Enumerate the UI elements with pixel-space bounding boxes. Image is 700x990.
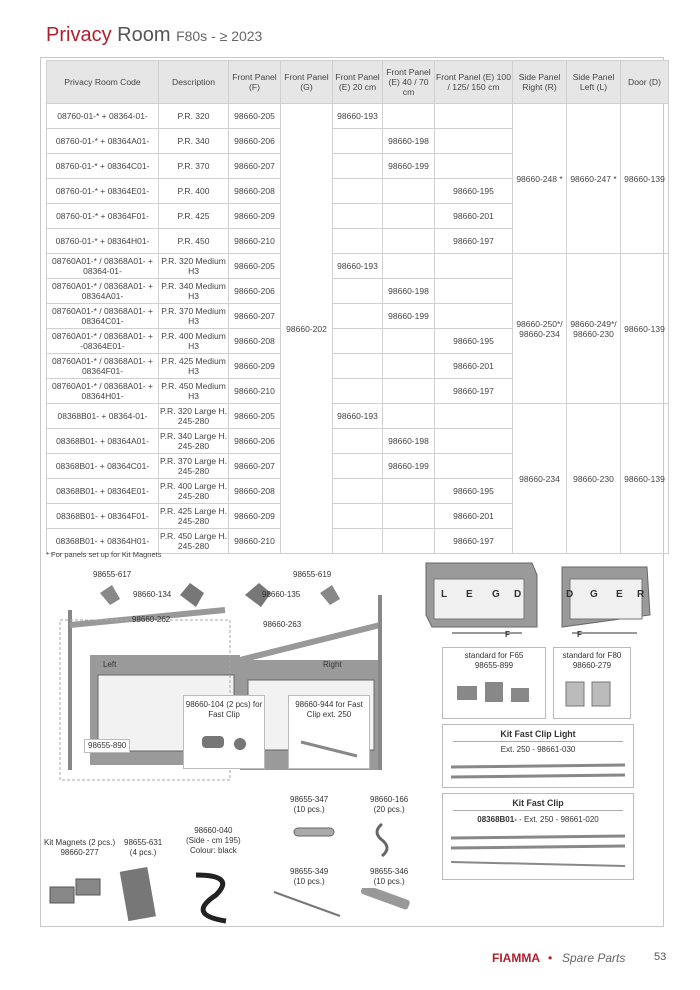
table-cell: 08760-01-* + 08364E01- bbox=[47, 179, 159, 204]
column-header: Door (D) bbox=[621, 61, 669, 104]
front-label-left: F bbox=[505, 630, 510, 639]
table-cell: 98660-249*/ 98660-230 bbox=[567, 254, 621, 404]
table-cell: P.R. 370 Medium H3 bbox=[159, 304, 229, 329]
table-cell: 98660-207 bbox=[229, 154, 281, 179]
table-cell bbox=[333, 179, 383, 204]
table-cell: 98660-208 bbox=[229, 329, 281, 354]
kit-light-rails-icon bbox=[447, 761, 629, 783]
spare-parts-table bbox=[46, 60, 669, 554]
table-cell: P.R. 370 Large H. 245-280 bbox=[159, 454, 229, 479]
table-cell: 98660-199 bbox=[383, 154, 435, 179]
table-cell: 98660-201 bbox=[435, 504, 513, 529]
standard-f80-box bbox=[553, 647, 631, 719]
table-cell: 08760A01-* / 08368A01- + 08364A01- bbox=[47, 279, 159, 304]
kit-light-code: Ext. 250 - 98661-030 bbox=[500, 745, 576, 754]
f80-parts-icon bbox=[562, 676, 622, 714]
panel-letter: E bbox=[466, 589, 473, 600]
table-cell: 98660-205 bbox=[229, 404, 281, 429]
table-cell: 98660-210 bbox=[229, 229, 281, 254]
table-cell: 98660-207 bbox=[229, 304, 281, 329]
column-header: Front Panel (E) 40 / 70 cm bbox=[383, 61, 435, 104]
table-cell: 08368B01- + 08364E01- bbox=[47, 479, 159, 504]
table-cell bbox=[383, 204, 435, 229]
table-cell bbox=[333, 129, 383, 154]
part-98660-944: 98660-944 for Fast Clip ext. 250 bbox=[295, 700, 363, 719]
panel-letter: R bbox=[637, 589, 645, 600]
column-header: Front Panel (E) 100 / 125/ 150 cm bbox=[435, 61, 513, 104]
table-row bbox=[47, 404, 669, 429]
table-cell: 98660-195 bbox=[435, 179, 513, 204]
column-header: Side Panel Left (L) bbox=[567, 61, 621, 104]
table-cell bbox=[435, 279, 513, 304]
table-cell: 98660-201 bbox=[435, 204, 513, 229]
standard-f65-box bbox=[442, 647, 546, 719]
table-cell bbox=[383, 329, 435, 354]
part-98655-349: 98655-349 (10 pcs.) bbox=[290, 867, 329, 886]
table-cell bbox=[383, 504, 435, 529]
standard-f80-label: standard for F80 bbox=[562, 651, 622, 660]
label-left: Left bbox=[103, 660, 117, 669]
table-cell: P.R. 425 Large H. 245-280 bbox=[159, 504, 229, 529]
table-cell: 08760-01-* + 08364-01- bbox=[47, 104, 159, 129]
table-cell: 08368B01- + 08364H01- bbox=[47, 529, 159, 554]
fast-clip-box bbox=[183, 695, 265, 769]
table-cell bbox=[333, 229, 383, 254]
page-number: 53 bbox=[654, 951, 667, 963]
panel-letter: D bbox=[566, 589, 574, 600]
label-right: Right bbox=[323, 660, 342, 669]
kit-fast-title: Kit Fast Clip bbox=[512, 798, 564, 808]
table-cell: 08760A01-* / 08368A01- + 08364H01- bbox=[47, 379, 159, 404]
table-cell: 98660-201 bbox=[435, 354, 513, 379]
part-98660-263: 98660-263 bbox=[263, 620, 302, 629]
panel-letter: L bbox=[441, 589, 448, 600]
kit-fast-rails-icon bbox=[447, 832, 629, 876]
brand-name: FIAMMA bbox=[492, 951, 540, 965]
table-cell: 98660-209 bbox=[229, 354, 281, 379]
part-98655-617: 98655-617 bbox=[93, 570, 132, 579]
table-cell: 08760A01-* / 08368A01- + 08364-01- bbox=[47, 254, 159, 279]
magnets-zip-icon bbox=[46, 865, 266, 925]
column-header: Description bbox=[159, 61, 229, 104]
part-98655-347: 98655-347 (10 pcs.) bbox=[290, 795, 329, 814]
table-cell: P.R. 425 bbox=[159, 204, 229, 229]
table-cell: P.R. 320 Large H. 245-280 bbox=[159, 404, 229, 429]
page-title bbox=[46, 24, 262, 47]
table-cell: 98660-195 bbox=[435, 479, 513, 504]
table-cell bbox=[435, 104, 513, 129]
room-views bbox=[422, 555, 652, 645]
f65-parts-icon bbox=[453, 678, 535, 714]
table-cell: 98660-139 bbox=[621, 254, 669, 404]
kit-light-title: Kit Fast Clip Light bbox=[500, 729, 576, 739]
table-cell: 98660-202 bbox=[281, 104, 333, 554]
table-cell bbox=[383, 354, 435, 379]
title-privacy: Privacy bbox=[46, 24, 112, 46]
table-cell bbox=[333, 204, 383, 229]
part-98655-631: 98655-631 (4 pcs.) bbox=[124, 838, 163, 857]
table-cell bbox=[435, 429, 513, 454]
table-cell bbox=[333, 329, 383, 354]
table-cell: P.R. 450 Medium H3 bbox=[159, 379, 229, 404]
part-98655-619: 98655-619 bbox=[293, 570, 332, 579]
kit-magnets: Kit Magnets (2 pcs.) 98660-277 bbox=[44, 838, 116, 857]
table-cell: 98660-206 bbox=[229, 279, 281, 304]
table-cell: P.R. 450 Large H. 245-280 bbox=[159, 529, 229, 554]
table-cell: 98660-139 bbox=[621, 404, 669, 554]
table-cell: 98660-193 bbox=[333, 104, 383, 129]
fast-clip-ext-box bbox=[288, 695, 370, 769]
kit-fast-product-code: 08368B01- bbox=[477, 815, 517, 824]
table-cell: 08760A01-* / 08368A01- + 08364F01- bbox=[47, 354, 159, 379]
table-cell bbox=[435, 404, 513, 429]
table-cell: 98660-139 bbox=[621, 104, 669, 254]
table-cell: 98660-208 bbox=[229, 179, 281, 204]
table-cell: 98660-198 bbox=[383, 129, 435, 154]
table-cell: 98660-197 bbox=[435, 229, 513, 254]
panel-letter: G bbox=[492, 589, 500, 600]
table-cell: 98660-193 bbox=[333, 404, 383, 429]
pegs-icon bbox=[270, 888, 420, 922]
table-row bbox=[47, 104, 669, 129]
part-98660-040: 98660-040 (Side - cm 195) Colour: black bbox=[186, 826, 241, 855]
table-cell: P.R. 450 bbox=[159, 229, 229, 254]
table-cell: 08760A01-* / 08368A01- + -08364E01- bbox=[47, 329, 159, 354]
table-cell: 98660-250*/ 98660-234 bbox=[513, 254, 567, 404]
panel-letter: G bbox=[590, 589, 598, 600]
table-cell: P.R. 320 Medium H3 bbox=[159, 254, 229, 279]
table-cell: 98660-198 bbox=[383, 429, 435, 454]
table-cell: 98660-209 bbox=[229, 504, 281, 529]
column-header: Side Panel Right (R) bbox=[513, 61, 567, 104]
table-cell bbox=[435, 154, 513, 179]
table-row bbox=[47, 254, 669, 279]
table-cell: 08760-01-* + 08364A01- bbox=[47, 129, 159, 154]
table-cell: 08368B01- + 08364C01- bbox=[47, 454, 159, 479]
table-cell: P.R. 340 Large H. 245-280 bbox=[159, 429, 229, 454]
table-cell: 98660-206 bbox=[229, 129, 281, 154]
table-cell: 98660-230 bbox=[567, 404, 621, 554]
table-cell bbox=[383, 254, 435, 279]
part-98655-890: 98655-890 bbox=[84, 739, 130, 753]
table-cell bbox=[383, 179, 435, 204]
table-cell: 98660-248 * bbox=[513, 104, 567, 254]
table-cell: 08760-01-* + 08364H01- bbox=[47, 229, 159, 254]
kit-fast-clip-light-box bbox=[442, 724, 634, 788]
hooks-icon bbox=[290, 818, 410, 858]
table-cell: 08368B01- + 08364A01- bbox=[47, 429, 159, 454]
table-cell: 98660-210 bbox=[229, 529, 281, 554]
part-98660-134: 98660-134 bbox=[133, 590, 172, 599]
table-cell: 08368B01- + 08364-01- bbox=[47, 404, 159, 429]
table-cell bbox=[383, 404, 435, 429]
column-header: Front Panel (F) bbox=[229, 61, 281, 104]
table-cell bbox=[435, 129, 513, 154]
table-cell: P.R. 400 Large H. 245-280 bbox=[159, 479, 229, 504]
footnote: * For panels set up for Kit Magnets bbox=[46, 550, 162, 559]
table-cell bbox=[383, 479, 435, 504]
fast-clip-icon bbox=[198, 730, 252, 760]
table-cell bbox=[383, 229, 435, 254]
table-cell: P.R. 425 Medium H3 bbox=[159, 354, 229, 379]
table-cell: 98660-197 bbox=[435, 529, 513, 554]
table-cell: 08760-01-* + 08364C01- bbox=[47, 154, 159, 179]
front-label-right: F bbox=[577, 630, 582, 639]
column-header: Privacy Room Code bbox=[47, 61, 159, 104]
table-cell: 98660-195 bbox=[435, 329, 513, 354]
panel-letter: D bbox=[514, 589, 522, 600]
part-98660-104: 98660-104 (2 pcs) for Fast Clip bbox=[185, 700, 263, 719]
table-cell: P.R. 340 Medium H3 bbox=[159, 279, 229, 304]
table-cell: 98660-208 bbox=[229, 479, 281, 504]
title-room: Room bbox=[117, 24, 171, 46]
table-cell: P.R. 320 bbox=[159, 104, 229, 129]
part-98660-166: 98660-166 (20 pcs.) bbox=[370, 795, 409, 814]
table-cell bbox=[333, 504, 383, 529]
part-98660-262: 98660-262 bbox=[132, 615, 171, 624]
column-header: Front Panel (G) bbox=[281, 61, 333, 104]
table-cell bbox=[435, 454, 513, 479]
rail-icon bbox=[297, 736, 361, 762]
part-98655-346: 98655-346 (10 pcs.) bbox=[370, 867, 409, 886]
table-cell: 98660-199 bbox=[383, 304, 435, 329]
table-cell bbox=[435, 304, 513, 329]
table-cell: 98660-210 bbox=[229, 379, 281, 404]
table-cell: P.R. 400 Medium H3 bbox=[159, 329, 229, 354]
table-cell bbox=[333, 479, 383, 504]
table-cell: 98660-198 bbox=[383, 279, 435, 304]
section-name: Spare Parts bbox=[562, 951, 626, 965]
table-cell: P.R. 370 bbox=[159, 154, 229, 179]
table-cell: 98660-193 bbox=[333, 254, 383, 279]
table-cell bbox=[333, 429, 383, 454]
table-cell bbox=[435, 254, 513, 279]
table-cell: P.R. 340 bbox=[159, 129, 229, 154]
table-cell bbox=[333, 354, 383, 379]
table-cell: 08760-01-* + 08364F01- bbox=[47, 204, 159, 229]
table-cell bbox=[333, 379, 383, 404]
table-cell: 98660-205 bbox=[229, 254, 281, 279]
table-header-row bbox=[47, 61, 669, 104]
title-model: F80s - ≥ 2023 bbox=[176, 28, 263, 44]
table-cell: 98660-199 bbox=[383, 454, 435, 479]
table-cell bbox=[333, 154, 383, 179]
table-cell: 98660-234 bbox=[513, 404, 567, 554]
standard-f80-code: 98660-279 bbox=[572, 661, 612, 670]
table-cell: 98660-209 bbox=[229, 204, 281, 229]
footer-dot: • bbox=[548, 951, 553, 965]
table-cell bbox=[383, 379, 435, 404]
part-98660-135: 98660-135 bbox=[262, 590, 301, 599]
table-cell bbox=[383, 529, 435, 554]
table-cell: 98660-207 bbox=[229, 454, 281, 479]
table-cell: 98660-197 bbox=[435, 379, 513, 404]
table-cell: 08760A01-* / 08368A01- + 08364C01- bbox=[47, 304, 159, 329]
table-cell: P.R. 400 bbox=[159, 179, 229, 204]
table-cell bbox=[333, 279, 383, 304]
table-cell: 98660-206 bbox=[229, 429, 281, 454]
table-cell: 98660-205 bbox=[229, 104, 281, 129]
panel-letter: E bbox=[616, 589, 623, 600]
standard-f65-label: standard for F65 bbox=[464, 651, 524, 660]
kit-fast-code: - Ext. 250 - 98661-020 bbox=[519, 815, 599, 824]
column-header: Front Panel (E) 20 cm bbox=[333, 61, 383, 104]
table-cell bbox=[333, 529, 383, 554]
table-cell: 08368B01- + 08364F01- bbox=[47, 504, 159, 529]
table-cell bbox=[333, 304, 383, 329]
kit-fast-clip-box bbox=[442, 793, 634, 880]
standard-f65-code: 98655-899 bbox=[474, 661, 514, 670]
table-cell bbox=[333, 454, 383, 479]
table-cell: 98660-247 * bbox=[567, 104, 621, 254]
table-cell bbox=[383, 104, 435, 129]
